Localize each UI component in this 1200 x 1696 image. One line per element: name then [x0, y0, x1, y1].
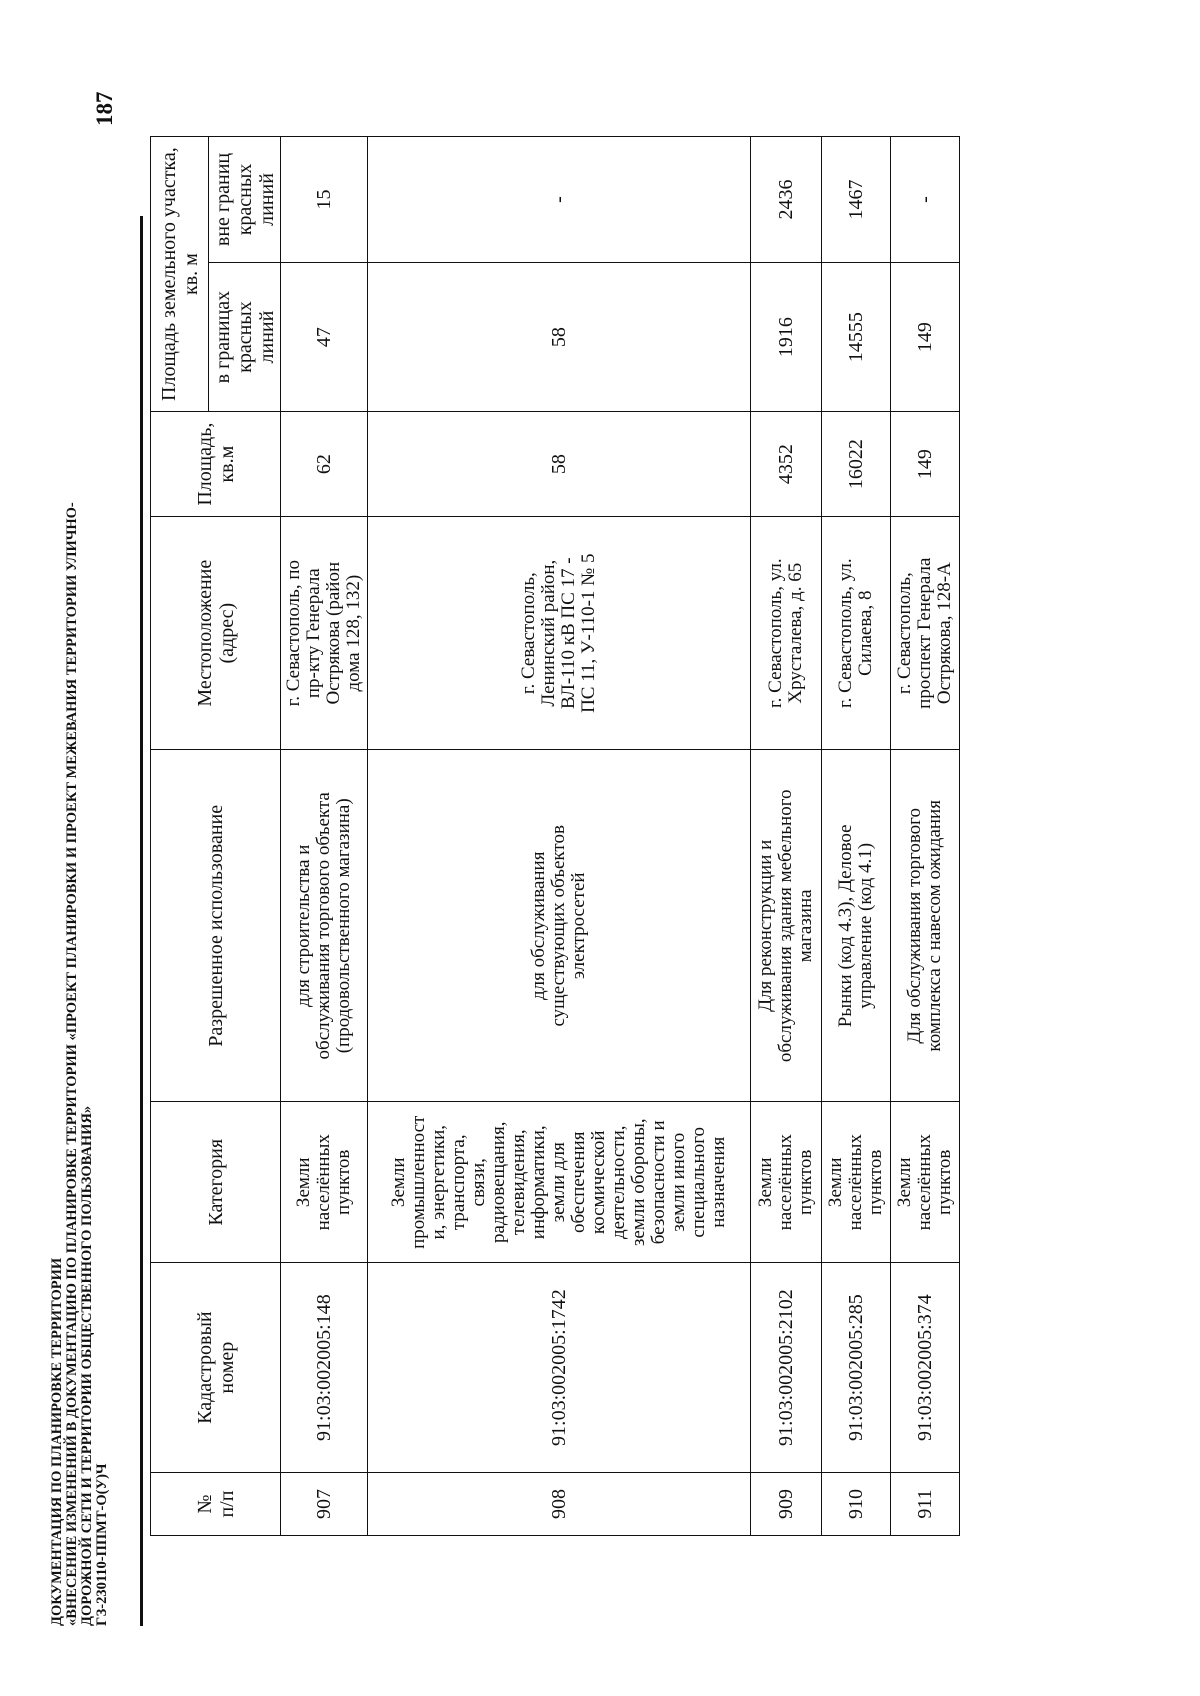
cell-area: 58 [368, 412, 751, 517]
header-line: ГЗ-230110-ППМТ-О(У)Ч [94, 1463, 110, 1626]
header-inside-red-lines: в границах красных линий [209, 262, 281, 411]
cell-no: 910 [822, 1473, 891, 1536]
cell-permitted-use: для обслуживания существующих объектов электросетей [368, 750, 751, 1102]
cell-permitted-use: Для реконструкции и обслуживания здания мебельного магазина [751, 750, 822, 1102]
header-line: ДОКУМЕНТАЦИЯ ПО ПЛАНИРОВКЕ ТЕРРИТОРИИ [49, 1257, 65, 1626]
cell-area: 149 [891, 412, 960, 517]
cell-cadastral: 91:03:002005:285 [822, 1263, 891, 1473]
table-row [751, 137, 822, 1536]
land-plots-table [150, 136, 960, 1536]
page-number: 187 [92, 91, 117, 126]
cell-area: 62 [281, 412, 368, 517]
cell-outside: - [891, 137, 960, 263]
cell-location: г. Севастополь, проспект Генерала Острякова, 128-А [891, 517, 960, 750]
cell-no: 911 [891, 1473, 960, 1536]
cell-no: 908 [368, 1473, 751, 1536]
table-row [281, 137, 368, 1536]
table-row [891, 137, 960, 1536]
cell-location: г. Севастополь, ул. Силаева, 8 [822, 517, 891, 750]
header-category: Категория [151, 1102, 281, 1263]
cell-category: Земли населённых пунктов [822, 1102, 891, 1263]
cell-location: г. Севастополь, по пр-кту Генерала Острякова (район дома 128, 132) [281, 517, 368, 750]
cell-outside: - [368, 137, 751, 263]
header-line: «ВНЕСЕНИЕ ИЗМЕНЕНИЙ В ДОКУМЕНТАЦИЮ ПО ПЛАНИРОВКЕ ТЕРРИТОРИИ «ПРОЕКТ ПЛАНИРОВКИ И ПРОЕКТ МЕЖЕВАНИЯ ТЕРРИТОРИИ УЛИЧНО- [64, 502, 80, 1626]
cell-cadastral: 91:03:002005:148 [281, 1263, 368, 1473]
header-outside-red-lines: вне границ красных линий [209, 137, 281, 263]
cell-location: г. Севастополь, ул. Хрусталева, д. 65 [751, 517, 822, 750]
cell-inside: 149 [891, 262, 960, 411]
header-no: № п/п [151, 1473, 281, 1536]
header-location: Местоположение (адрес) [151, 517, 281, 750]
table-row [368, 137, 751, 1536]
cell-permitted-use: для строительства и обслуживания торгового объекта (продовольственного магазина) [281, 750, 368, 1102]
cell-outside: 1467 [822, 137, 891, 263]
header-plot-area-group: Площадь земельного участка, кв. м [151, 137, 209, 412]
cell-cadastral: 91:03:002005:2102 [751, 1263, 822, 1473]
header-permitted-use: Разрешенное использование [151, 750, 281, 1102]
cell-cadastral: 91:03:002005:374 [891, 1263, 960, 1473]
cell-inside: 47 [281, 262, 368, 411]
header-line: ДОРОЖНОЙ СЕТИ И ТЕРРИТОРИИ ОБЩЕСТВЕННОГО ПОЛЬЗОВАНИЯ» [79, 1105, 95, 1626]
cell-category: Земли населённых пунктов [751, 1102, 822, 1263]
table-row [822, 137, 891, 1536]
cell-inside: 1916 [751, 262, 822, 411]
cell-area: 4352 [751, 412, 822, 517]
cell-category: Земли населённых пунктов [891, 1102, 960, 1263]
cell-no: 907 [281, 1473, 368, 1536]
cell-category: Земли промышленност и, энергетики, транспорта, связи, радиовещания, телевидения, информатики, земли для обеспечения космической деятельности, земли обороны, безопасности и земли иного специального назначения [368, 1102, 751, 1263]
cell-permitted-use: Для обслуживания торгового комплекса с навесом ожидания [891, 750, 960, 1102]
cell-permitted-use: Рынки (код 4.3), Деловое управление (код 4.1) [822, 750, 891, 1102]
cell-outside: 2436 [751, 137, 822, 263]
cell-inside: 14555 [822, 262, 891, 411]
document-header [50, 476, 110, 1626]
cell-no: 909 [751, 1473, 822, 1536]
header-divider [140, 216, 143, 1626]
cell-outside: 15 [281, 137, 368, 263]
cell-inside: 58 [368, 262, 751, 411]
cell-area: 16022 [822, 412, 891, 517]
cell-cadastral: 91:03:002005:1742 [368, 1263, 751, 1473]
header-area: Площадь, кв.м [151, 412, 281, 517]
cell-category: Земли населённых пунктов [281, 1102, 368, 1263]
cell-location: г. Севастополь, Ленинский район, ВЛ-110 кВ ПС 17 - ПС 11, У-110-1 № 5 [368, 517, 751, 750]
header-cadastral: Кадастровый номер [151, 1263, 281, 1473]
